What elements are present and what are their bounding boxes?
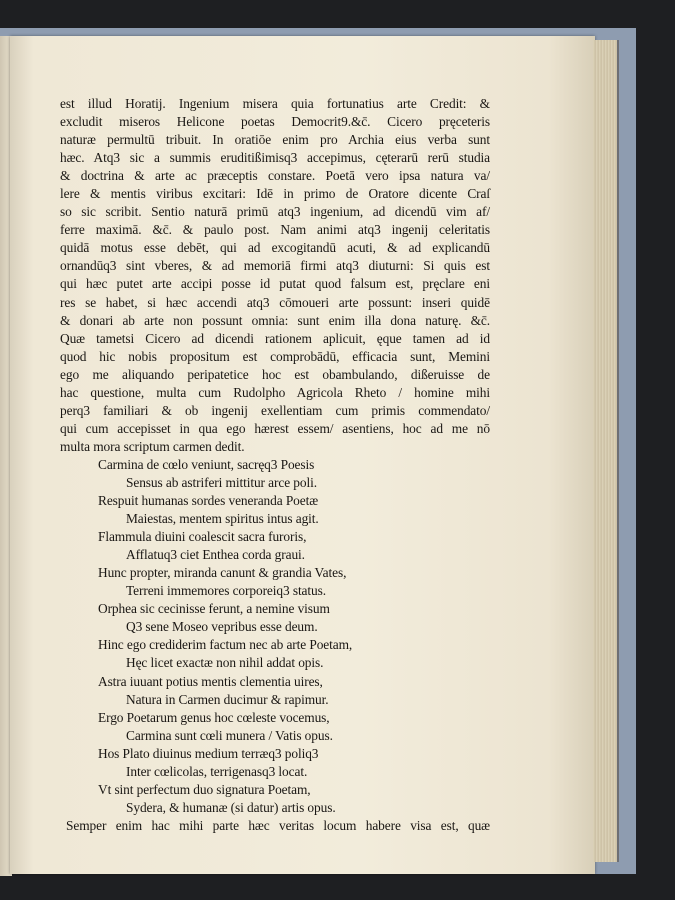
prose-line: multa mora scriptum carmen dedit. <box>60 438 245 454</box>
prose-line: res se habet, si hæc accendi atq3 cōmoueri arte possunt: inseri quidē <box>60 294 490 310</box>
poem-line: Sydera, & humanæ (si datur) artis opus. <box>126 799 336 815</box>
poem-line: Terreni immemores corporeiq3 status. <box>126 583 326 599</box>
poem-line: Maiestas, mentem spiritus intus agit. <box>126 511 319 527</box>
poem-line: Flammula diuini coalescit sacra furoris, <box>98 529 307 545</box>
poem-line: Sensus ab astriferi mittitur arce poli. <box>126 474 317 490</box>
poem-line: Astra iuuant potius mentis clementia uires, <box>98 673 323 689</box>
prose-line: ego me aliquando peripatetice hoc est obambulando, dißeruisse de <box>60 366 490 382</box>
prose-line: quidā motus esse debēt, qui ad excogitandū acuti, & ad explicandū <box>60 240 490 256</box>
prose-line: Quæ tametsi Cicero ad dicendi rationem aplicuit, ęque tamen ad id <box>60 330 490 346</box>
poem-line: Inter cœlicolas, terrigenasq3 locat. <box>126 763 308 779</box>
poem-line: Vt sint perfectum duo signatura Poetam, <box>98 781 311 797</box>
poem-line: Hunc propter, miranda canunt & grandia Vates, <box>98 565 347 581</box>
final-line: Semper enim hac mihi parte hæc veritas locum habere visa est, quæ <box>66 817 490 833</box>
prose-line: perq3 familiari & ob ingenij exellentiam cum primis commendato/ <box>60 402 490 418</box>
prose-line: qui cum accepisset in qua ego hærest essem/ asentiens, hoc ad me nō <box>60 420 490 436</box>
prose-line: ferre maximā. &c̄. & paulo post. Nam animi atq3 ingenij celeritatis <box>60 222 490 238</box>
prose-line: quod hic nobis propositum est comprobādū, efficacia sunt, Memini <box>60 348 490 364</box>
poem-line: Hos Plato diuinus medium terræq3 poliq3 <box>98 745 319 761</box>
poem-line: Natura in Carmen ducimur & rapimur. <box>126 691 329 707</box>
page-text <box>60 95 490 835</box>
poem-block <box>60 456 490 817</box>
prose-line: & donari ab arte non possunt omnia: sunt enim illa dona naturę. &c̄. <box>60 312 490 328</box>
poem-line: Afflatuq3 ciet Enthea corda graui. <box>126 547 305 563</box>
poem-line: Hęc licet exactæ non nihil addat opis. <box>126 655 324 671</box>
prose-line: qui hæc putet arte accipi posse id putat quod falsum est, pręclare eni <box>60 276 490 292</box>
poem-line: Ergo Poetarum genus hoc cœleste vocemus, <box>98 709 330 725</box>
poem-line: Orphea sic cecinisse ferunt, a nemine visum <box>98 601 330 617</box>
prose-line: hac questione, multa cum Rudolpho Agricola Rheto / homine mihi <box>60 384 490 400</box>
poem-line: Hinc ego crediderim factum nec ab arte Poetam, <box>98 637 353 653</box>
page-edges <box>593 40 619 862</box>
poem-line: Q3 sene Moseo vepribus esse deum. <box>126 619 318 635</box>
poem-line: Carmina sunt cœli munera / Vatis opus. <box>126 727 333 743</box>
prose-line: hæc. Atq3 sic a summis eruditißimisq3 accepimus, cęterarū rerū studia <box>60 150 490 166</box>
poem-line: Carmina de cœlo veniunt, sacręq3 Poesis <box>98 456 315 472</box>
prose-line: ornandūq3 sint vberes, & ad memoriā firmi atq3 diuturni: Si quis est <box>60 258 490 274</box>
prose-line: so sic scribit. Sentio naturā primū atq3 ingenium, ad dicendū vim af/ <box>60 204 490 220</box>
prose-line: est illud Horatij. Ingenium misera quia fortunatius arte Credit: & <box>60 96 490 111</box>
prose-line: excludit miseros Helicone poetas Democrit9.&c̄. Cicero pręceteris <box>60 114 490 130</box>
prose-block <box>60 95 490 456</box>
prose-line: & doctrina & arte ac præceptis constare. Poetā vero ipsa natura va/ <box>60 168 490 184</box>
prose-line: naturæ permultū tribuit. In oratiōe enim pro Archia eius verba sunt <box>60 132 490 148</box>
prose-line: lere & mentis viribus excitari: Idē in primo de Oratore dicente Craſ <box>60 186 490 202</box>
poem-line: Respuit humanas sordes veneranda Poetæ <box>98 493 319 509</box>
